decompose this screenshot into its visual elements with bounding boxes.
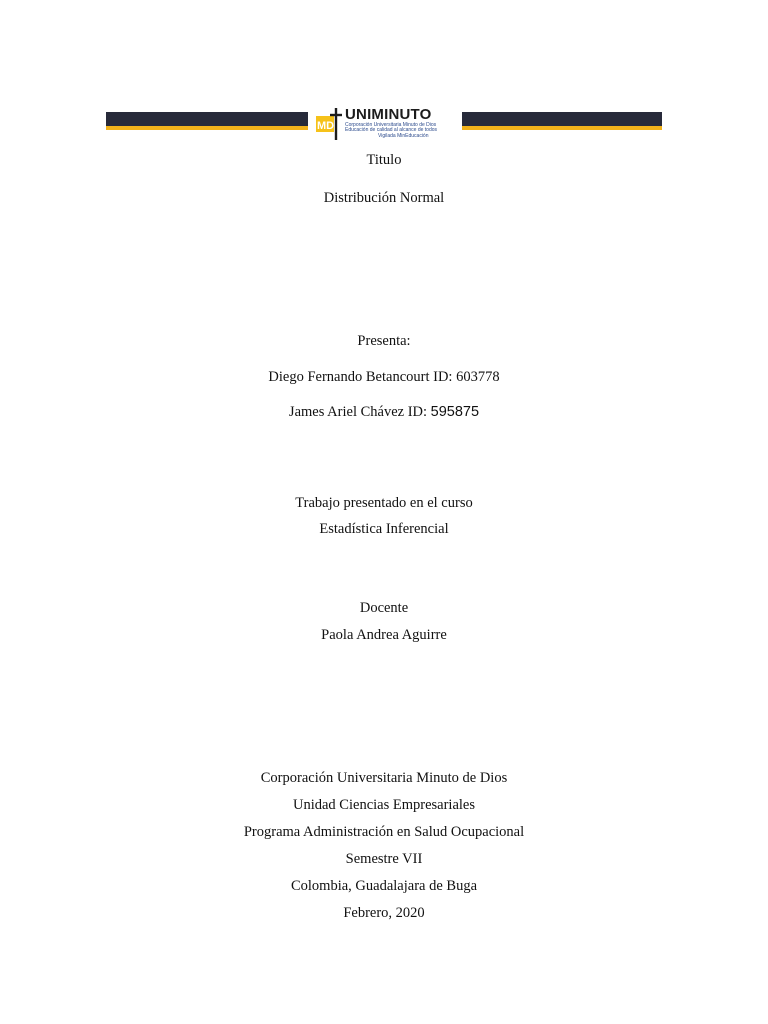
logo-name: UNIMINUTO — [345, 106, 432, 123]
unit-name: Unidad Ciencias Empresariales — [293, 797, 475, 813]
document-title: Distribución Normal — [323, 190, 445, 206]
navy-stripe — [106, 112, 308, 126]
logo-mark-text: MD — [317, 120, 335, 132]
md-logo-icon — [314, 106, 344, 140]
semester: Semestre VII — [345, 851, 423, 867]
date: Febrero, 2020 — [343, 905, 425, 921]
gold-stripe — [106, 126, 308, 130]
university-name: Corporación Universitaria Minuto de Dios — [260, 770, 508, 786]
logo-tagline-vigilada: Vigilada MinEducación — [378, 133, 429, 139]
presenter-1: Diego Fernando Betancourt ID: 603778 — [268, 369, 500, 385]
header-bar-right — [462, 112, 662, 131]
presenter-2-name: James Ariel Chávez ID: — [288, 404, 431, 420]
navy-stripe — [462, 112, 662, 126]
course-line-1: Trabajo presentado en el curso — [295, 495, 473, 511]
location: Colombia, Guadalajara de Buga — [290, 878, 478, 894]
title-label: Titulo — [366, 152, 402, 168]
header-banner — [106, 104, 662, 144]
uniminuto-logo — [314, 104, 460, 142]
program-name: Programa Administración en Salud Ocupacional — [243, 824, 525, 840]
gold-stripe — [462, 126, 662, 130]
logo-tagline-university: Corporación Universitaria Minuto de Dios — [345, 122, 437, 128]
logo-tagline-slogan: Educación de calidad al alcance de todos — [345, 127, 438, 133]
course-name: Estadística Inferencial — [319, 521, 449, 537]
presenters-label: Presenta: — [357, 333, 411, 349]
header-bar-left — [106, 112, 308, 131]
teacher-name: Paola Andrea Aguirre — [321, 627, 447, 643]
presenter-2-id: 595875 — [430, 404, 480, 420]
presenter-2 — [0, 403, 768, 421]
teacher-label: Docente — [359, 600, 409, 616]
